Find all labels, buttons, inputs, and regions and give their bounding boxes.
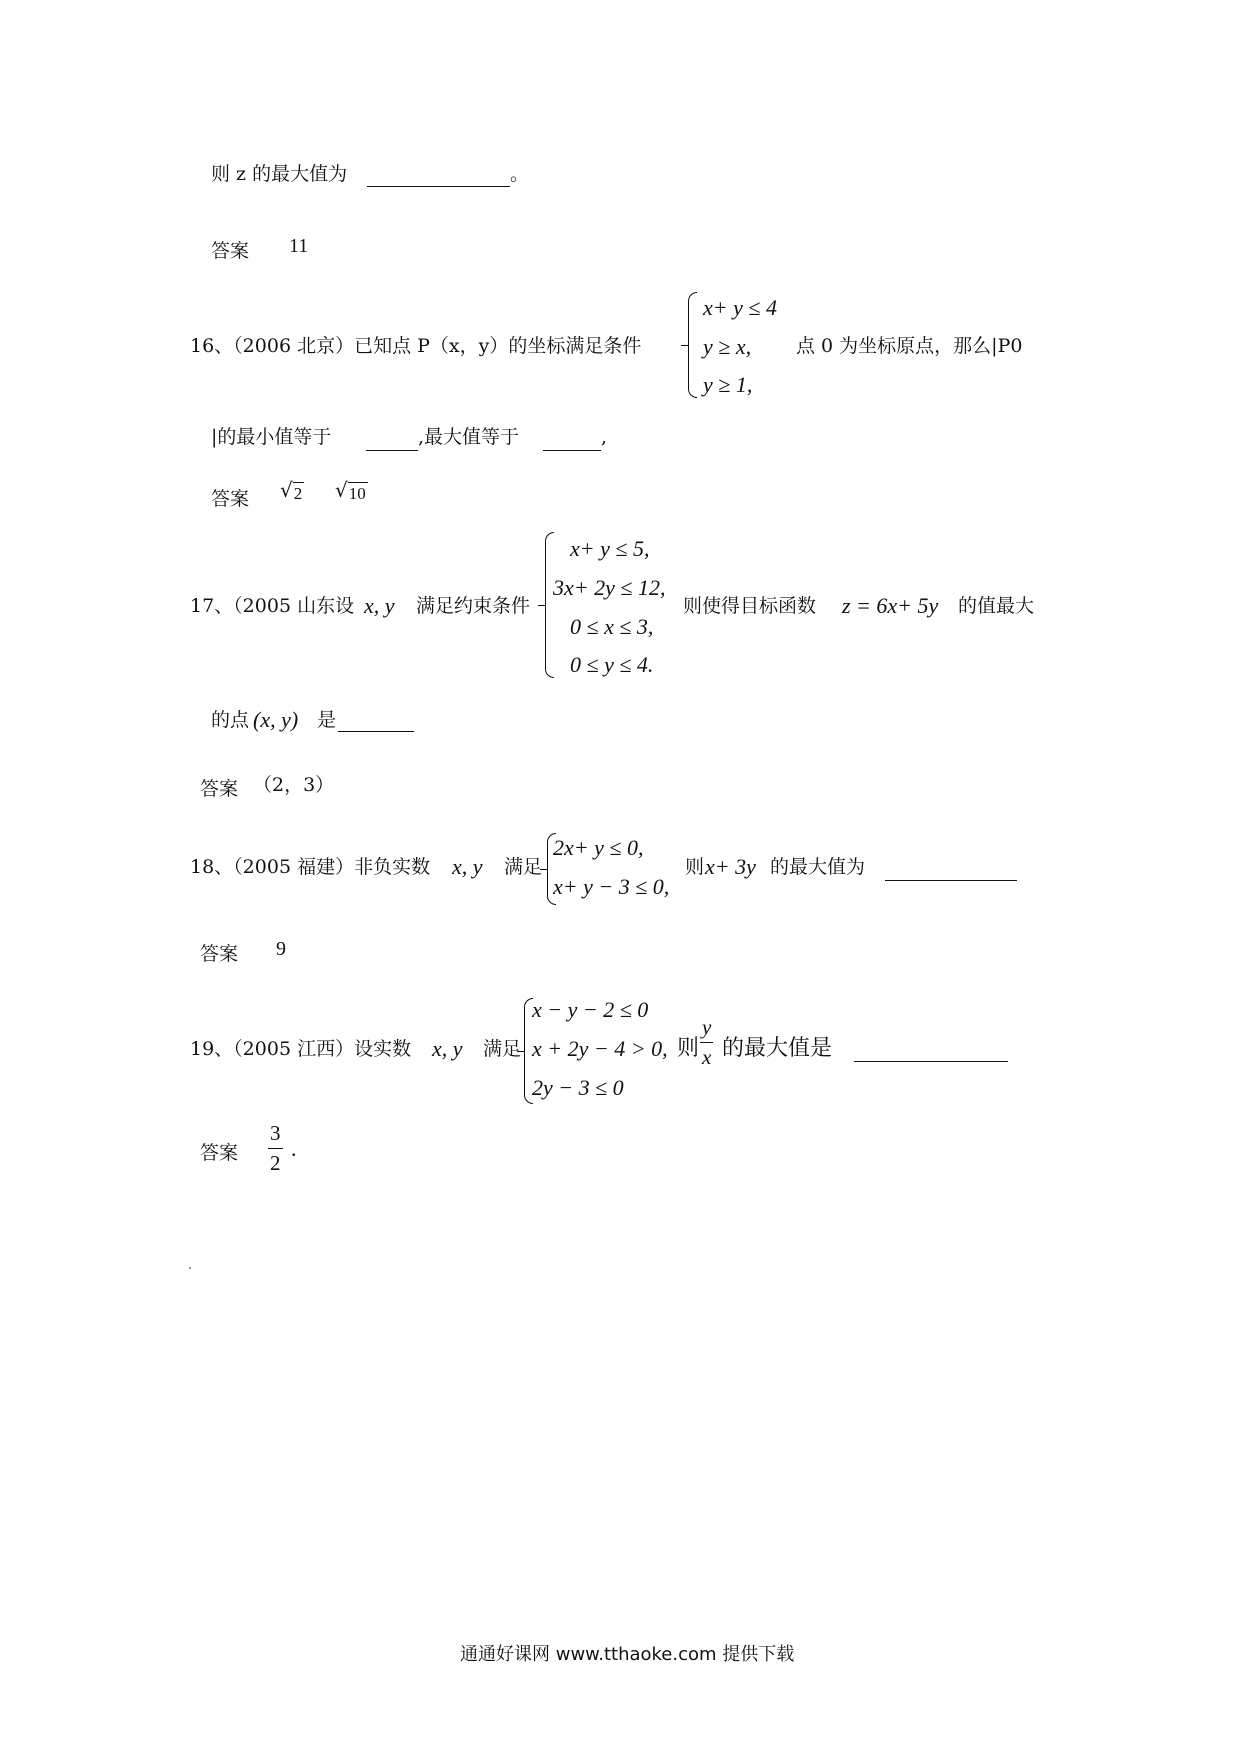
q19-answer-end: .: [291, 1136, 297, 1161]
q17-cond1: x+ y ≤ 5,: [570, 536, 650, 561]
q16-answer-label: 答案: [211, 488, 250, 510]
q19-cond1: x − y − 2 ≤ 0: [532, 997, 649, 1022]
q18-blank[interactable]: [885, 880, 1017, 881]
q16-after: 点 0 为坐标原点，那么|P0: [796, 335, 1023, 357]
q16-cond1: x+ y ≤ 4: [703, 295, 777, 320]
q18-answer-label: 答案: [200, 943, 239, 965]
q15-answer-label: 答案: [211, 240, 250, 262]
q18-answer: 9: [276, 938, 286, 960]
q15-line: 则 z 的最大值为: [211, 163, 348, 185]
q18-label: 18、（2005 福建）非负实数: [190, 856, 431, 878]
q17-answer: （2，3）: [253, 774, 335, 796]
q17-after2: 的值最大: [958, 595, 1035, 617]
q16-answer-sqrt10: √ 10: [335, 478, 366, 503]
q17-func: z = 6x+ 5y: [842, 593, 939, 618]
page-footer: 通通好课网 www.tthaoke.com 提供下载: [460, 1644, 795, 1665]
q19-answer-label: 答案: [200, 1142, 239, 1164]
q19-after2: 的最大值是: [722, 1036, 833, 1061]
q19-label2: 满足: [483, 1038, 522, 1060]
q17-label: 17、（2005 山东设: [190, 595, 355, 617]
q18-after1: 则: [685, 856, 705, 878]
q17-cond2: 3x+ 2y ≤ 12,: [553, 575, 666, 600]
q17-blank[interactable]: [338, 731, 414, 732]
q19-vars: x, y: [432, 1036, 463, 1061]
q19-blank[interactable]: [854, 1061, 1008, 1062]
q16-cond2: y ≥ x,: [703, 334, 752, 359]
q19-answer-fraction: $\frac{3}{2}$: [270, 1121, 281, 1175]
stray-dot: [189, 1267, 191, 1269]
q19-cond2: x + 2y − 4 > 0,: [532, 1036, 668, 1061]
q17-point: (x, y): [253, 707, 299, 732]
q18-cond2: x+ y − 3 ≤ 0,: [553, 874, 670, 899]
q16-blank-max[interactable]: [543, 450, 601, 451]
q15-answer: 11: [289, 235, 309, 257]
q16-line2a: |的最小值等于: [211, 426, 332, 448]
q17-answer-label: 答案: [200, 778, 239, 800]
q16-line2c: ,: [601, 426, 608, 448]
q16-brace: [688, 292, 697, 398]
q17-cond4: 0 ≤ y ≤ 4.: [570, 652, 654, 677]
q19-label: 19、（2005 江西）设实数: [190, 1038, 412, 1060]
q18-cond1: 2x+ y ≤ 0,: [553, 835, 644, 860]
q16-cond3: y ≥ 1,: [703, 372, 753, 397]
q15-blank[interactable]: [367, 186, 510, 187]
q17-brace: [545, 532, 554, 678]
q17-cond3: 0 ≤ x ≤ 3,: [570, 614, 654, 639]
q18-expr: x+ 3y: [705, 854, 756, 879]
q17-label2: 满足约束条件: [416, 595, 531, 617]
q16-blank-min[interactable]: [366, 450, 418, 451]
q18-vars: x, y: [452, 854, 483, 879]
q18-after2: 的最大值为: [770, 856, 866, 878]
q17-after1: 则使得目标函数: [683, 595, 817, 617]
q17-line2b: 是: [317, 709, 337, 731]
q19-after1: 则: [677, 1036, 700, 1061]
q19-cond3: 2y − 3 ≤ 0: [532, 1075, 624, 1100]
q15-end: 。: [510, 163, 530, 185]
q17-line2a: 的点: [211, 709, 250, 731]
q17-vars: x, y: [364, 593, 395, 618]
q19-fraction: $\frac{y}{x}$: [702, 1015, 712, 1069]
q16-label: 16、（2006 北京）已知点 P（x，y）的坐标满足条件: [190, 335, 642, 357]
q18-label2: 满足: [504, 856, 543, 878]
q16-line2b: ,最大值等于: [418, 426, 520, 448]
q16-answer-sqrt2: √ 2: [280, 478, 303, 503]
